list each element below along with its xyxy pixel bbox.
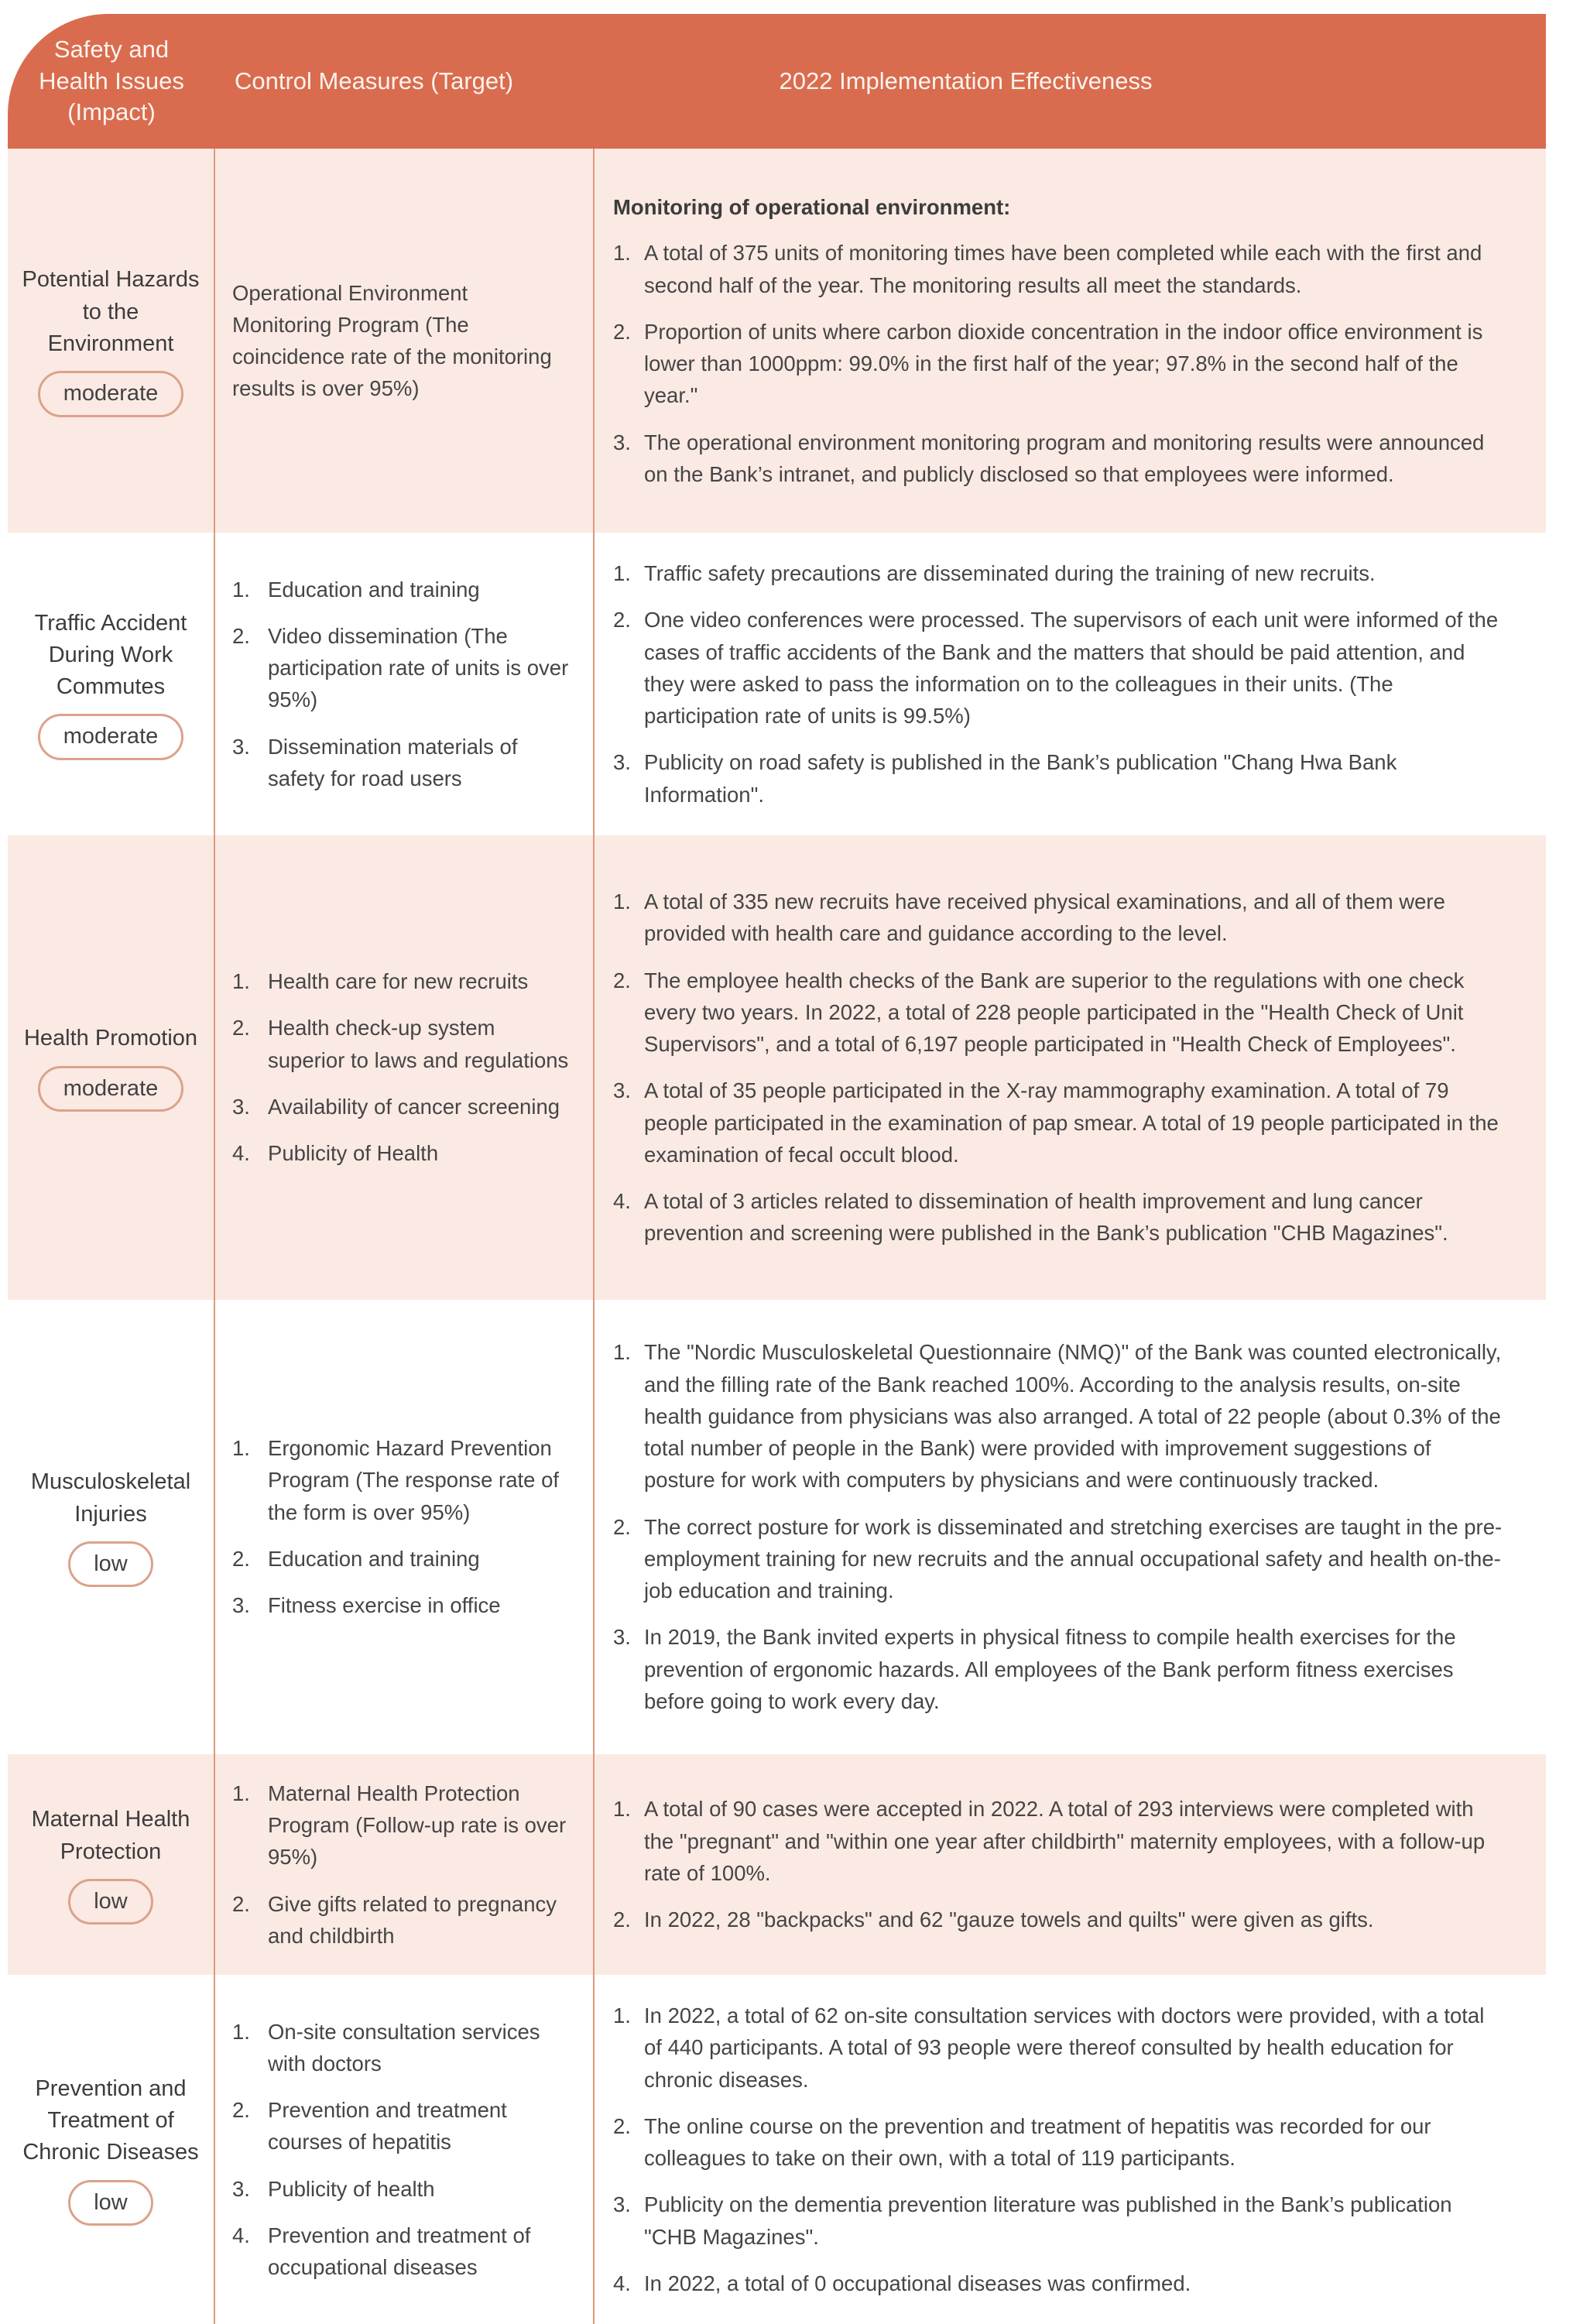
control-measures-cell [215,533,595,835]
impact-badge: moderate [38,714,184,760]
control-measures-cell [215,835,595,1300]
control-measures-cell [215,149,595,533]
list-item: Prevention and treatment of occupational diseases [268,2223,531,2280]
issue-title: Maternal Health Protection [31,1807,190,1864]
table-body [8,149,1546,2324]
issue-title: Potential Hazards to the Environment [22,267,200,356]
issue-cell [8,533,215,835]
list-item: Availability of cancer screening [268,1094,560,1119]
header-cell-control-measures: Control Measures (Target) [235,67,514,94]
list-item: Health care for new recruits [268,969,529,994]
list-item: A total of 335 new recruits have received physical examinations, and all of them were provided with health care and guidance according to the level. [644,889,1445,946]
measures-list [232,1432,573,1621]
list-item: A total of 3 articles related to dissemination of health improvement and lung cancer prevention and screening were published in the Bank’s publication "CHB Magazines". [644,1189,1448,1246]
impact-badge: low [68,2180,153,2226]
effectiveness-list [613,557,1506,811]
control-measures-cell [215,1754,595,1975]
effectiveness-cell [595,149,1546,533]
effectiveness-cell [595,1975,1546,2324]
table-header-row [8,14,1546,149]
list-item: Publicity of Health [268,1141,439,1166]
list-item: Publicity of health [268,2176,435,2201]
header-cell-implementation-effectiveness: 2022 Implementation Effectiveness [779,67,1153,94]
issue-cell [8,149,215,533]
issue-title: Traffic Accident During Work Commutes [34,610,187,700]
effectiveness-list [613,2000,1506,2299]
list-item: Prevention and treatment courses of hepatitis [268,2098,507,2154]
effectiveness-list [613,886,1506,1249]
effectiveness-heading: Monitoring of operational environment: [613,195,1011,219]
effectiveness-cell [595,835,1546,1300]
list-item: A total of 90 cases were accepted in 2022. A total of 293 interviews were completed with the "pregnant" and "within one year after childbirth" maternity employees, with a follow-up rate of 100%. [644,1797,1486,1885]
issue-cell [8,835,215,1300]
table-row [8,533,1546,835]
control-measures-cell [215,1300,595,1754]
measures-list [232,2016,573,2284]
table-row [8,1300,1546,1754]
effectiveness-list [613,1336,1506,1717]
list-item: The "Nordic Musculoskeletal Questionnaire (NMQ)" of the Bank was counted electronically, and the filling rate of the Bank reached 100%. According to the analysis results, on-site health guidance from physicians was also arranged. A total of 22 people (about 0.3% of the total number of people in the Bank) were provided with improvement suggestions of posture for work with computers by physicians and were continuously tracked. [644,1340,1502,1493]
list-item: A total of 35 people participated in the X-ray mammography examination. A total of 79 people participated in the examination of pap smear. A total of 19 people participated in the examination of fecal occult blood. [644,1078,1499,1167]
list-item: A total of 375 units of monitoring times have been completed while each with the first and second half of the year. The monitoring results all meet the standards. [644,241,1482,297]
list-item: Give gifts related to pregnancy and childbirth [268,1891,557,1948]
effectiveness-cell [595,1754,1546,1975]
effectiveness-cell [595,1300,1546,1754]
impact-badge: moderate [38,371,184,417]
table-row [8,1975,1546,2324]
issue-cell [8,1975,215,2324]
list-item: In 2022, 28 "backpacks" and 62 "gauze towels and quilts" were given as gifts. [644,1908,1374,1932]
list-item: Traffic safety precautions are disseminated during the training of new recruits. [644,561,1376,585]
issue-title: Health Promotion [23,1026,198,1051]
list-item: Education and training [268,1546,480,1571]
effectiveness-list [613,1793,1506,1935]
measures-list [232,1777,573,1952]
impact-badge: moderate [38,1066,184,1112]
impact-badge: low [68,1541,153,1588]
table-row [8,1754,1546,1975]
list-item: Proportion of units where carbon dioxide concentration in the indoor office environment is lower than 1000ppm: 99.0% in the first half of the year; 97.8% in the second half of the year." [644,319,1483,408]
list-item: In 2019, the Bank invited experts in physical fitness to compile health exercises for the prevention of ergonomic hazards. All employees of the Bank perform fitness exercises before going to work every day. [644,1625,1456,1713]
issue-cell [8,1754,215,1975]
issue-cell [8,1300,215,1754]
table-row [8,149,1546,533]
table-row [8,835,1546,1300]
list-item: The online course on the prevention and treatment of hepatitis was recorded for our colleagues to take on their own, with a total of 119 participants. [644,2113,1431,2170]
measures-list [232,574,573,795]
list-item: Video dissemination (The participation rate of units is over 95%) [268,623,569,712]
list-item: Publicity on road safety is published in the Bank’s publication "Chang Hwa Bank Information". [644,750,1397,807]
list-item: In 2022, a total of 62 on-site consultation services with doctors were provided, with a total of 440 participants. A total of 93 people were thereof consulted by health education for chronic diseases. [644,2004,1485,2092]
list-item: The employee health checks of the Bank are superior to the regulations with one check every two years. In 2022, a total of 228 people participated in the "Health Check of Unit Supervisors", and a total of 6,197 people participated in "Health Check of Employees". [644,968,1465,1056]
list-item: On-site consultation services with doctors [268,2019,540,2075]
list-item: Fitness exercise in office [268,1593,501,1618]
impact-badge: low [68,1879,153,1925]
list-item: The operational environment monitoring program and monitoring results were announced on the Bank’s intranet, and publicly disclosed so that employees were informed. [644,430,1485,486]
list-item: Education and training [268,577,480,602]
list-item: Dissemination materials of safety for road users [268,734,518,790]
safety-health-table [8,14,1546,2324]
list-item: Maternal Health Protection Program (Follow-up rate is over 95%) [268,1781,567,1870]
list-item: Ergonomic Hazard Prevention Program (The response rate of the form is over 95%) [268,1436,560,1524]
control-measures-cell [215,1975,595,2324]
effectiveness-list [613,237,1506,490]
measures-list [232,965,573,1169]
list-item: Publicity on the dementia prevention literature was published in the Bank’s publication "CHB Magazines". [644,2192,1452,2249]
measure-intro: Operational Environment Monitoring Program (The coincidence rate of the monitoring results is over 95%) [232,280,552,401]
list-item: The correct posture for work is disseminated and stretching exercises are taught in the pre-employment training for new recruits and the annual occupational safety and health on-the-job education and training. [644,1514,1503,1603]
list-item: In 2022, a total of 0 occupational diseases was confirmed. [644,2271,1191,2295]
issue-title: Musculoskeletal Injuries [30,1469,191,1527]
issue-title: Prevention and Treatment of Chronic Diseases [22,2075,199,2165]
list-item: One video conferences were processed. The supervisors of each unit were informed of the cases of traffic accidents of the Bank and the matters that should be paid attention, and they were asked to pass the information on to the colleagues in their units. (The participation rate of units is 99.5%) [644,608,1499,728]
effectiveness-cell [595,533,1546,835]
header-cell-issues: Safety and Health Issues (Impact) [39,35,184,126]
list-item: Health check-up system superior to laws and regulations [268,1016,569,1072]
